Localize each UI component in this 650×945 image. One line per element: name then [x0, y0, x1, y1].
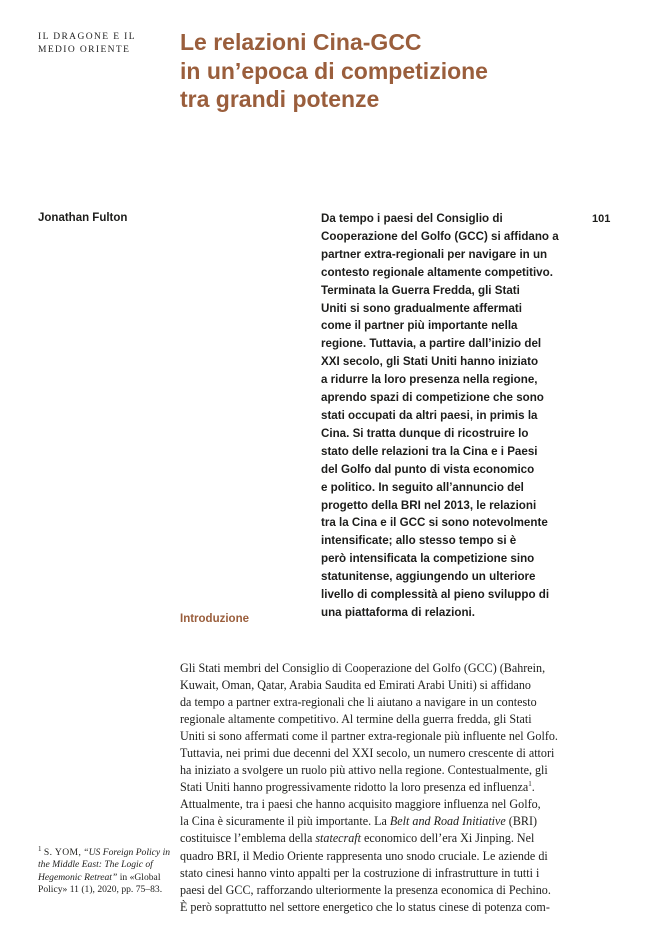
abstract-line: Terminata la Guerra Fredda, gli Stati: [321, 283, 520, 297]
body-line-text: costituisce l’emblema della: [180, 831, 316, 846]
body-line: regionale altamente competitivo. Al termine della guerra fredda, gli Stati: [180, 712, 532, 727]
body-line: [180, 779, 590, 796]
running-section-label: [38, 31, 158, 57]
abstract-line: contesto regionale altamente competitivo.: [321, 265, 553, 279]
body-line: Kuwait, Oman, Qatar, Arabia Saudita ed Emirati Arabi Uniti) si affidano: [180, 678, 531, 693]
abstract-line: partner extra-regionali per navigare in un: [321, 247, 548, 261]
abstract-line: intensificate; allo stesso tempo si è: [321, 534, 517, 548]
footnote-title: “US Foreign Policy in: [83, 847, 171, 858]
abstract-line: regione. Tuttavia, a partire dall’inizio del: [321, 337, 542, 351]
abstract-line: tra la Cina e il GCC si sono notevolmente: [321, 516, 548, 530]
footnote-line: Policy» 11 (1), 2020, pp. 75–83.: [38, 884, 163, 896]
abstract-line: Uniti si sono gradualmente affermati: [321, 301, 522, 315]
body-line-text: la Cina è sicuramente il più importante. La: [180, 814, 390, 829]
page-number: 101: [592, 213, 611, 225]
running-section-label-line: IL DRAGONE E IL: [38, 32, 136, 42]
abstract-line: stati occupati da altri paesi, in primis la: [321, 408, 538, 422]
running-section-label-line: MEDIO ORIENTE: [38, 45, 131, 55]
body-line: stato cinesi hanno vinto appalti per la costruzione di infrastrutture in tutti i: [180, 865, 540, 880]
body-text: [180, 660, 590, 916]
footnote-number: 1: [38, 844, 42, 853]
body-line: paesi del GCC, rafforzando ulteriormente la presenza economica di Pechino.: [180, 882, 551, 897]
abstract-line: statunitense, aggiungendo un ulteriore: [321, 570, 536, 584]
body-line-text: (BRI): [505, 814, 538, 829]
footnote-author: S. YOM: [43, 847, 79, 858]
article-title: [180, 28, 620, 114]
abstract-line: Da tempo i paesi del Consiglio di: [321, 212, 503, 225]
abstract-line: come il partner più importante nella: [321, 319, 518, 333]
body-line: Gli Stati membri del Consiglio di Cooperazione del Golfo (GCC) (Bahrein,: [180, 661, 546, 675]
abstract-line: Cina. Si tratta dunque di ricostruire lo: [321, 426, 529, 440]
article-title-line: in un’epoca di competizione: [180, 57, 488, 84]
article-title-line: Le relazioni Cina-GCC: [180, 29, 422, 55]
body-line: quadro BRI, il Medio Oriente rappresenta uno snodo cruciale. Le aziende di: [180, 848, 548, 863]
body-line-text: economico dell’era Xi Jinping. Nel: [361, 831, 535, 846]
abstract-line: però intensificata la competizione sino: [321, 552, 535, 566]
footnote-reference[interactable]: 1: [528, 780, 532, 789]
body-line: [180, 830, 590, 847]
author-name: Jonathan Fulton: [38, 212, 128, 224]
footnote-source: in «Global: [117, 871, 161, 883]
body-italic-term: Belt and Road Initiative: [389, 814, 506, 829]
abstract-line: aprendo spazi di competizione che sono: [321, 391, 544, 405]
abstract-line: stato delle relazioni tra la Cina e i Paesi: [321, 444, 538, 458]
section-heading-introduzione: Introduzione: [180, 613, 249, 625]
abstract-line: Cooperazione del Golfo (GCC) si affidano a: [321, 229, 559, 243]
footnote-separator: ,: [78, 847, 84, 858]
abstract: [321, 210, 596, 622]
abstract-line: e politico. In seguito all’annuncio del: [321, 480, 524, 494]
footnote-line: [38, 859, 168, 871]
body-line: È però soprattutto nel settore energetico che lo status cinese di potenza com-: [180, 899, 550, 914]
footnote-line: [38, 872, 168, 884]
body-line: Attualmente, tra i paesi che hanno acquisito maggiore influenza nel Golfo,: [180, 797, 541, 812]
abstract-line: del Golfo dal punto di vista economico: [321, 462, 535, 476]
body-line: Tuttavia, nei primi due decenni del XXI secolo, un numero crescente di attori: [180, 746, 555, 761]
body-italic-term: statecraft: [315, 831, 362, 846]
abstract-line: una piattaforma di relazioni.: [321, 605, 475, 619]
footnote: [38, 844, 171, 897]
body-line-text: .: [531, 780, 535, 795]
body-line-text: Stati Uniti hanno progressivamente ridotto la loro presenza ed influenza: [180, 780, 529, 795]
body-line: Uniti si sono affermati come il partner extra-regionale più influente nel Golfo.: [180, 729, 558, 744]
body-line: da tempo a partner extra-regionali che li aiutano a navigare in un contesto: [180, 695, 537, 710]
footnote-line: [38, 844, 171, 859]
body-line: [180, 813, 590, 830]
abstract-line: a ridurre la loro presenza nella regione,: [321, 373, 538, 387]
footnote-title: the Middle East: The Logic of: [38, 859, 153, 871]
abstract-line: progetto della BRI nel 2013, le relazioni: [321, 498, 537, 512]
abstract-line: livello di complessità al pieno sviluppo di: [321, 588, 550, 602]
article-title-line: tra grandi potenze: [180, 86, 380, 112]
abstract-line: XXI secolo, gli Stati Uniti hanno iniziato: [321, 355, 539, 369]
body-line: ha iniziato a svolgere un ruolo più attivo nella regione. Contestualmente, gli: [180, 763, 548, 778]
footnote-title: Hegemonic Retreat”: [38, 871, 118, 883]
